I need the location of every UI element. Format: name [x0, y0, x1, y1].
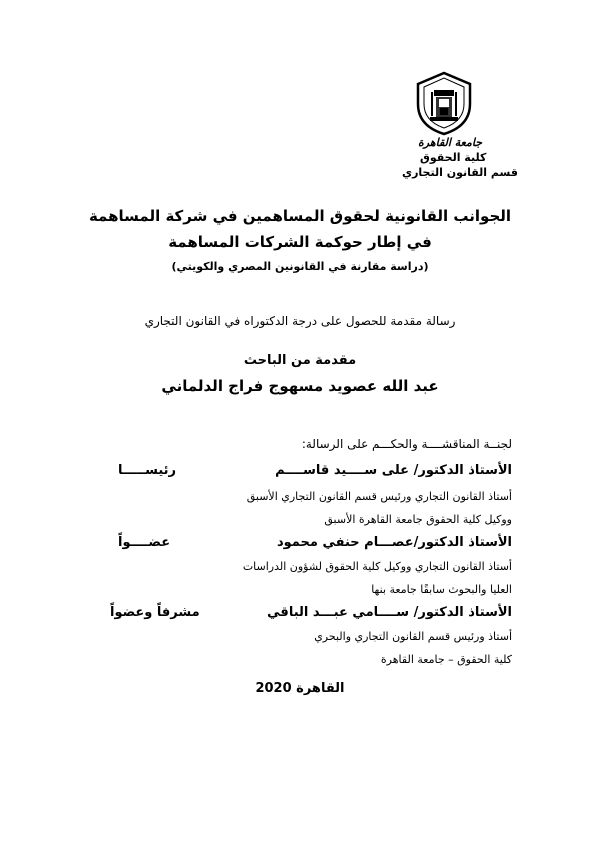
committee-member-role: رئيســـــا — [118, 463, 176, 478]
committee-member-desc: العليا والبحوث سابقًا جامعة بنها — [371, 583, 512, 596]
department-name: قسم القانون التجاري — [402, 166, 518, 179]
faculty-name: كلية الحقوق — [420, 151, 487, 164]
committee-heading: لجنــة المناقشــــة والحكـــم على الرسالة: — [301, 437, 512, 451]
university-script: جامعة القاهرة — [418, 136, 483, 149]
thesis-subtitle: (دراسة مقارنة في القانونين المصري والكويتي) — [171, 260, 429, 273]
committee-member-role: عضــــواً — [118, 535, 171, 550]
thesis-title-line-1: الجوانب القانونية لحقوق المساهمين في شركة المساهمة — [88, 207, 512, 225]
committee-member-name: الأستاذ الدكتور/ على ســــيد قاســــم — [275, 463, 512, 478]
university-emblem — [414, 70, 474, 136]
committee-member-name: الأستاذ الدكتور/ ســــامي عبـــد الباقي — [267, 605, 512, 620]
committee-member-name: الأستاذ الدكتور/عصـــام حنفي محمود — [276, 535, 512, 550]
committee-member-desc: أستاذ القانون التجاري ورئيس قسم القانون التجاري الأسبق — [246, 490, 512, 503]
committee-member-role: مشرفاً وعضواً — [110, 605, 200, 620]
place-and-year: القاهرة 2020 — [255, 681, 345, 696]
researcher-name: عبد الله عصويد مسهوج فراج الدلماني — [161, 377, 439, 395]
committee-member-desc: ووكيل كلية الحقوق جامعة القاهرة الأسبق — [324, 513, 512, 526]
committee-member-desc: أستاذ ورئيس قسم القانون التجاري والبحري — [314, 630, 512, 643]
committee-member-desc: كلية الحقوق – جامعة القاهرة — [380, 653, 512, 666]
thesis-title-line-2: في إطار حوكمة الشركات المساهمة — [168, 233, 432, 251]
thesis-purpose: رسالة مقدمة للحصول على درجة الدكتوراه في القانون التجاري — [144, 314, 456, 328]
researcher-label: مقدمة من الباحث — [243, 353, 357, 368]
committee-member-desc: أستاذ القانون التجاري ووكيل كلية الحقوق لشؤون الدراسات — [242, 560, 512, 573]
